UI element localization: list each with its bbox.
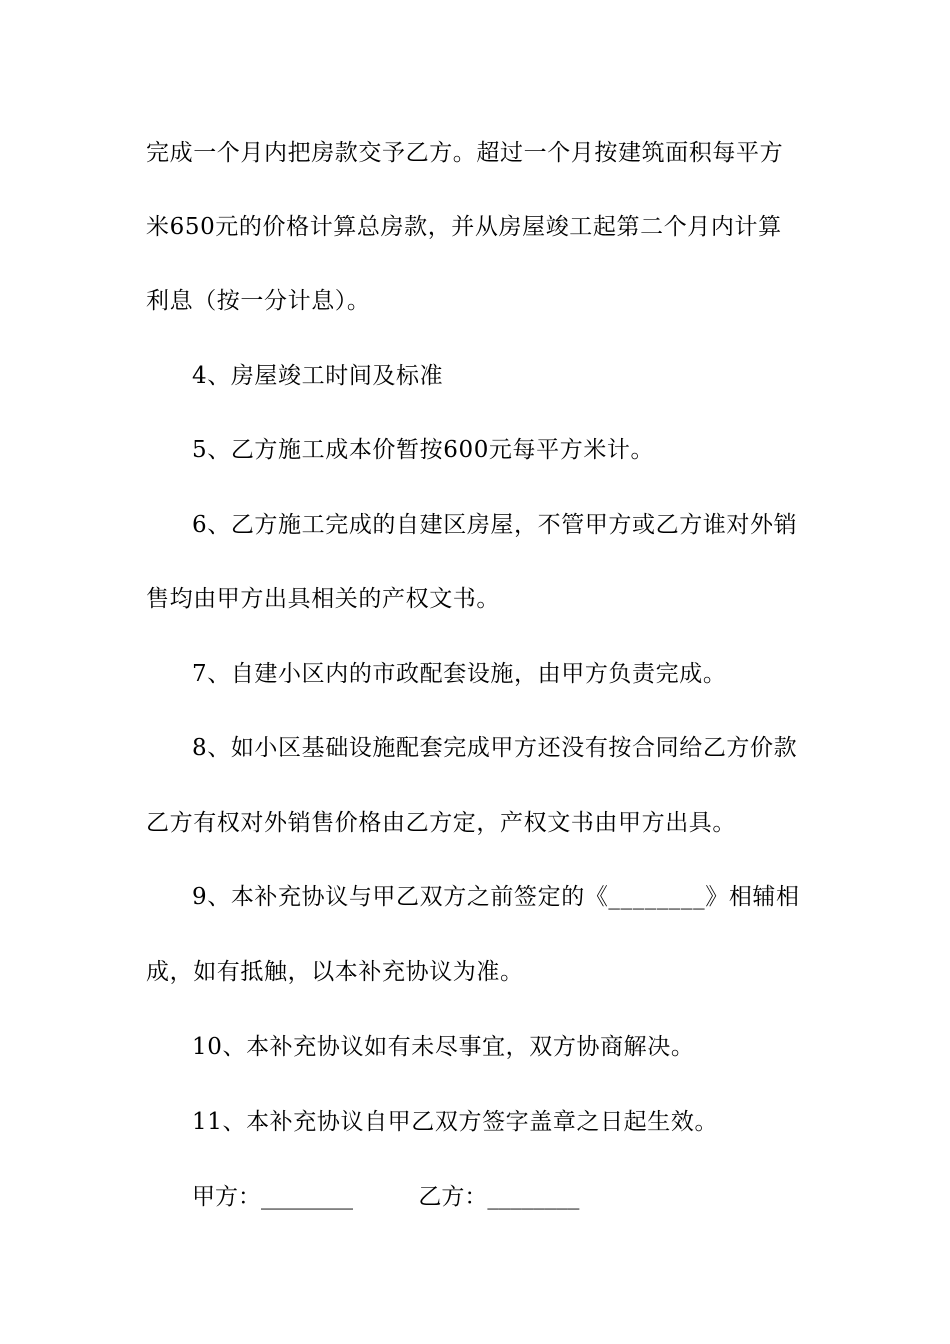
text-line-3: 利息（按一分计息）。: [146, 288, 371, 314]
clause-11: 11、本补充协议自甲乙双方签字盖章之日起生效。: [192, 1109, 719, 1135]
clause-10: 10、本补充协议如有未尽事宜，双方协商解决。: [192, 1034, 695, 1060]
clause-6-line-2: 售均由甲方出具相关的产权文书。: [146, 586, 500, 612]
clause-5: 5、乙方施工成本价暂按600元每平方米计。: [192, 437, 655, 463]
clause-7: 7、自建小区内的市政配套设施，由甲方负责完成。: [192, 661, 727, 687]
party-b-signature: 乙方：________: [418, 1184, 580, 1210]
clause-8-line-1: 8、如小区基础设施配套完成甲方还没有按合同给乙方价款: [192, 735, 798, 761]
signature-row: [192, 1177, 637, 1217]
clause-6-line-1: 6、乙方施工完成的自建区房屋，不管甲方或乙方谁对外销: [192, 512, 798, 538]
text-line-2: 米650元的价格计算总房款，并从房屋竣工起第二个月内计算: [146, 214, 782, 240]
clause-9-line-2: 成，如有抵触，以本补充协议为准。: [146, 959, 524, 985]
party-a-signature: 甲方：________: [192, 1184, 353, 1210]
clause-9-line-1: 9、本补充协议与甲乙双方之前签定的《________》相辅相: [192, 884, 800, 910]
clause-8-line-2: 乙方有权对外销售价格由乙方定，产权文书由甲方出具。: [146, 810, 736, 836]
text-line-1: 完成一个月内把房款交予乙方。超过一个月按建筑面积每平方: [146, 140, 784, 166]
clause-4: 4、房屋竣工时间及标准: [192, 363, 444, 389]
